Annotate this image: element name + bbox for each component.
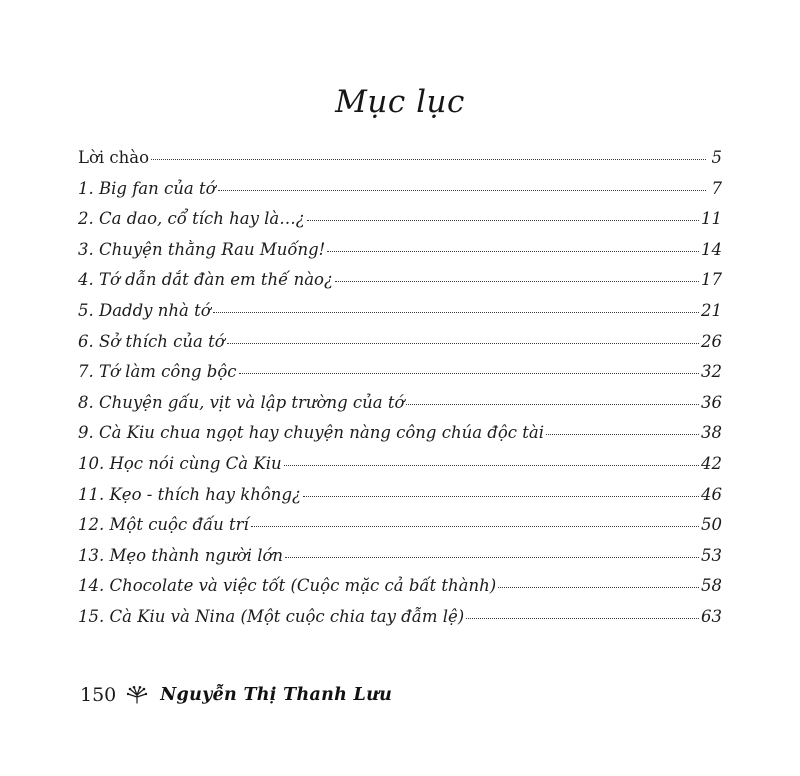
toc-entry (78, 240, 722, 271)
toc-entry (78, 454, 722, 485)
toc-entry (78, 209, 722, 240)
dot-leader (498, 587, 699, 588)
dot-leader (327, 251, 699, 252)
toc-entry-title: 7. Tớ làm công bộc (78, 362, 237, 382)
page-number: 150 (80, 684, 117, 706)
toc-entry-page: 21 (701, 300, 722, 320)
flower-ornament-icon (126, 686, 148, 704)
table-of-contents (78, 148, 722, 638)
toc-entry-title: 15. Cà Kiu và Nina (Một cuộc chia tay đẫm lệ) (78, 606, 465, 626)
toc-entry-page: 63 (701, 606, 722, 626)
toc-entry-title: 5. Daddy nhà tớ (78, 300, 211, 320)
toc-entry-title: 3. Chuyện thằng Rau Muống! (78, 239, 326, 259)
dot-leader (406, 404, 699, 405)
toc-entry-page: 11 (701, 209, 722, 229)
toc-entry-title: 1. Big fan của tớ (78, 178, 216, 198)
toc-entry (78, 332, 722, 363)
toc-entry-page: 32 (701, 362, 722, 382)
toc-entry (78, 546, 722, 577)
dot-leader (307, 220, 699, 221)
toc-entry-page: 17 (701, 270, 722, 290)
dot-leader (466, 618, 699, 619)
toc-entry-page: 38 (701, 423, 722, 443)
toc-entry (78, 270, 722, 301)
dot-leader (239, 373, 699, 374)
dot-leader (303, 496, 699, 497)
toc-entry (78, 301, 722, 332)
dot-leader (251, 526, 699, 527)
toc-entry-page: 42 (701, 453, 722, 473)
dot-leader (284, 465, 699, 466)
toc-entry-page: 36 (701, 392, 722, 412)
toc-entry-page: 26 (701, 331, 722, 351)
toc-entry-title: 12. Một cuộc đấu trí (78, 515, 249, 535)
toc-entry-page: 50 (701, 515, 722, 535)
toc-entry-title: 10. Học nói cùng Cà Kiu (78, 453, 282, 473)
toc-entry-title: 8. Chuyện gấu, vịt và lập trường của tớ (78, 392, 405, 412)
toc-entry-title: Lời chào (78, 148, 150, 167)
toc-entry-title: 6. Sở thích của tớ (78, 331, 225, 351)
toc-entry-page: 14 (701, 239, 722, 259)
toc-entry (78, 362, 722, 393)
toc-entry (78, 423, 722, 454)
toc-entry-title: 13. Mẹo thành người lớn (78, 545, 284, 565)
toc-entry (78, 607, 722, 638)
dot-leader (335, 281, 699, 282)
dot-leader (285, 557, 699, 558)
toc-entry-title: 9. Cà Kiu chua ngọt hay chuyện nàng công chúa độc tài (78, 423, 545, 443)
author-name: Nguyễn Thị Thanh Lưu (160, 685, 393, 705)
toc-entry (78, 515, 722, 546)
toc-entry-title: 14. Chocolate và việc tốt (Cuộc mặc cả bất thành) (78, 576, 497, 596)
toc-entry (78, 148, 722, 179)
page-title: Mục lục (335, 84, 465, 120)
toc-entry-page: 5 (711, 148, 722, 167)
toc-entry-page: 58 (701, 576, 722, 596)
dot-leader (213, 312, 699, 313)
toc-entry-title: 11. Kẹo - thích hay không¿ (78, 484, 301, 504)
toc-entry (78, 393, 722, 424)
dot-leader (218, 190, 706, 191)
toc-entry-page: 53 (701, 545, 722, 565)
dot-leader (546, 434, 699, 435)
dot-leader (227, 343, 699, 344)
toc-entry-page: 46 (701, 484, 722, 504)
toc-entry-title: 4. Tớ dẫn dắt đàn em thế nào¿ (78, 270, 333, 290)
page-footer (80, 680, 392, 710)
toc-entry (78, 485, 722, 516)
toc-entry-page: 7 (711, 178, 722, 198)
toc-entry (78, 576, 722, 607)
toc-entry (78, 179, 722, 210)
toc-entry-title: 2. Ca dao, cổ tích hay là…¿ (78, 209, 305, 229)
dot-leader (151, 159, 706, 160)
